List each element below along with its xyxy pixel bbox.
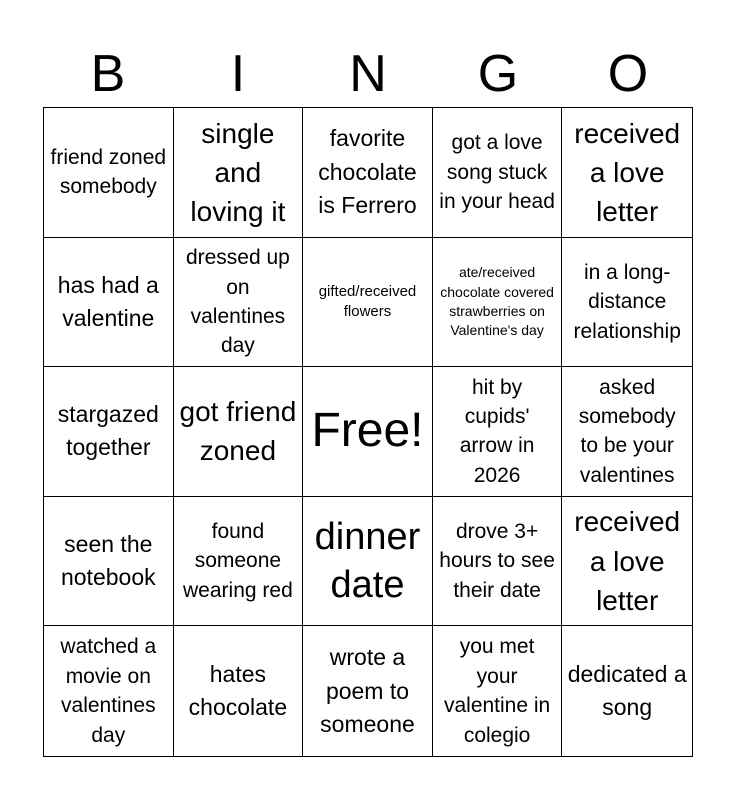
bingo-cell-r1-c2[interactable]: single and loving it (174, 108, 304, 238)
bingo-header (43, 40, 693, 108)
bingo-cell-r2-c2[interactable]: dressed up on valentines day (174, 238, 304, 368)
bingo-cell-r4-c5[interactable]: received a love letter (562, 497, 692, 627)
bingo-cell-r4-c3[interactable]: dinner date (303, 497, 433, 627)
bingo-cell-r2-c3[interactable]: gifted/received flowers (303, 238, 433, 368)
free-space-cell[interactable]: Free! (303, 367, 433, 497)
bingo-cell-r3-c1[interactable]: stargazed together (44, 367, 174, 497)
bingo-cell-r3-c2[interactable]: got friend zoned (174, 367, 304, 497)
bingo-cell-r5-c5[interactable]: dedicated a song (567, 660, 687, 721)
header-letter-i: I (230, 45, 246, 103)
bingo-cell-r5-c4[interactable]: you met your valentine in colegio (433, 626, 563, 756)
bingo-cell-r1-c1[interactable]: friend zoned somebody (44, 108, 174, 238)
bingo-cell-r4-c1[interactable]: seen the notebook (44, 497, 174, 627)
header-letter-n: N (349, 45, 387, 103)
bingo-cell-r1-c4[interactable]: got a love song stuck in your head (433, 108, 563, 238)
bingo-cell-r3-c4[interactable]: hit by cupids' arrow in 2026 (433, 367, 563, 497)
header-letter-b: B (90, 45, 126, 103)
bingo-cell-r1-c3[interactable]: favorite chocolate is Ferrero (303, 108, 433, 238)
bingo-cell-r5-c1[interactable]: watched a movie on valentines day (44, 626, 174, 756)
bingo-cell-r2-c4[interactable]: ate/received chocolate covered strawberries on Valentine's day (433, 238, 563, 368)
bingo-board (43, 107, 693, 757)
bingo-cell-r5-c2[interactable]: hates chocolate (174, 626, 304, 756)
bingo-cell-r4-c4[interactable]: drove 3+ hours to see their date (433, 497, 563, 627)
header-letter-o: O (607, 45, 649, 103)
bingo-cell-r5-c3[interactable]: wrote a poem to someone (303, 626, 433, 756)
bingo-cell-r2-c5[interactable]: in a long-distance relationship (562, 238, 692, 368)
bingo-cell-r1-c5[interactable]: received a love letter (562, 108, 692, 238)
bingo-cell-r3-c5[interactable]: asked somebody to be your valentines (562, 367, 692, 497)
header-letter-g: G (477, 45, 519, 103)
bingo-cell-r4-c2[interactable]: found someone wearing red (174, 497, 304, 627)
bingo-cell-r2-c1[interactable]: has had a valentine (44, 238, 174, 368)
